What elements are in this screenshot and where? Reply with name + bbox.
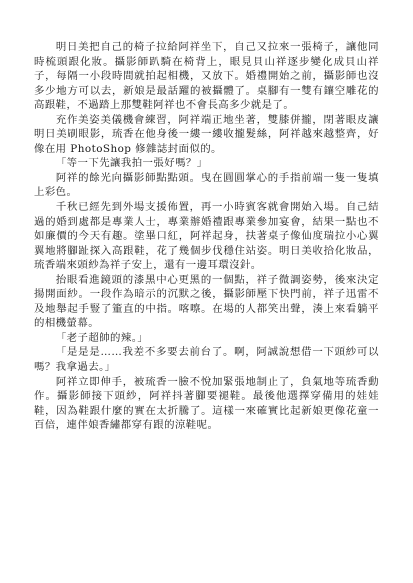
dialogue-line-2: 「老子超帥的辣。」 <box>55 331 149 344</box>
dialogue-line-1: 「等一下先讓我拍一張好嗎？」 <box>55 157 208 170</box>
dialogue-line-3: 「是是是……我差不多要去前台了。啊，阿誠說想借一下頭紗可以嗎？我拿過去。」 <box>34 346 379 374</box>
paragraph-1: 明日美把自己的椅子拉給阿祥坐下，自己又拉來一張椅子，讓他同時梳頭跟化妝。攝影師趴騎在椅背上，眼見貝山祥逐步變化成貝山祥子，每隔一小段時間就拍起相機，又放下。婚禮開始之前，攝影師也沒多少地方可以去，新娘是最話躍的被攝體了。桌腳有一雙有鑲空雕花的高跟鞋，不過踏上那雙鞋阿祥也不會長高多少就是了。 <box>34 41 379 112</box>
paragraph-3: 阿祥的餘光向攝影師點點頭。曳在圓圓掌心的手指前端一隻一隻填上彩色。 <box>34 171 379 199</box>
paragraph-2: 充作美姿美儀機會練習，阿祥端正地坐著，雙膝併攏，閉著眼皮讓明日美刷眼影，琉香在他身後一縷一縷收攏髮絲，阿祥越來越整齊，好像在用 PhotoShop 修雜誌封面似的。 <box>34 113 379 155</box>
document-page <box>34 40 379 433</box>
paragraph-4: 千秋已經先到外場支援佈置，再一小時賓客就會開始入場。自己結過的婚到處都是專業人士，專業辦婚禮跟專業參加宴會，結果一點也不如廉價的今天有趣。塗畢口紅，阿祥起身，扶著桌子像仙度瑞拉小心翼翼地將腳趾探入高跟鞋，花了幾個步伐穩住站姿。明日美收拾化妝品，琉香端來頭紗為祥子安上，還有一邊耳環沒針。 <box>34 201 379 272</box>
paragraph-6: 阿祥立即伸手，被琉香一臉不悅加緊張地制止了，負氣地等琉香動作。攝影師接下頭紗，阿祥抖著腳要褪鞋。最後他選擇穿備用的娃娃鞋，因為鞋跟什麼的實在太折騰了。這樣一來確實比起新娘更像花童一百倍，連伴娘香繡都穿有跟的涼鞋呢。 <box>34 375 379 432</box>
paragraph-5: 抬眼看進鏡頭的漆黑中心更黑的一個點，祥子微調姿勢，後來決定揚開面紗。一段作為暗示的沉默之後，攝影師壓下快門前，祥子迅雷不及地舉起手豎了箽直的中指。喀嚓。在場的人都笑出聲，湊上來看躺平的相機螢幕。 <box>34 273 379 330</box>
